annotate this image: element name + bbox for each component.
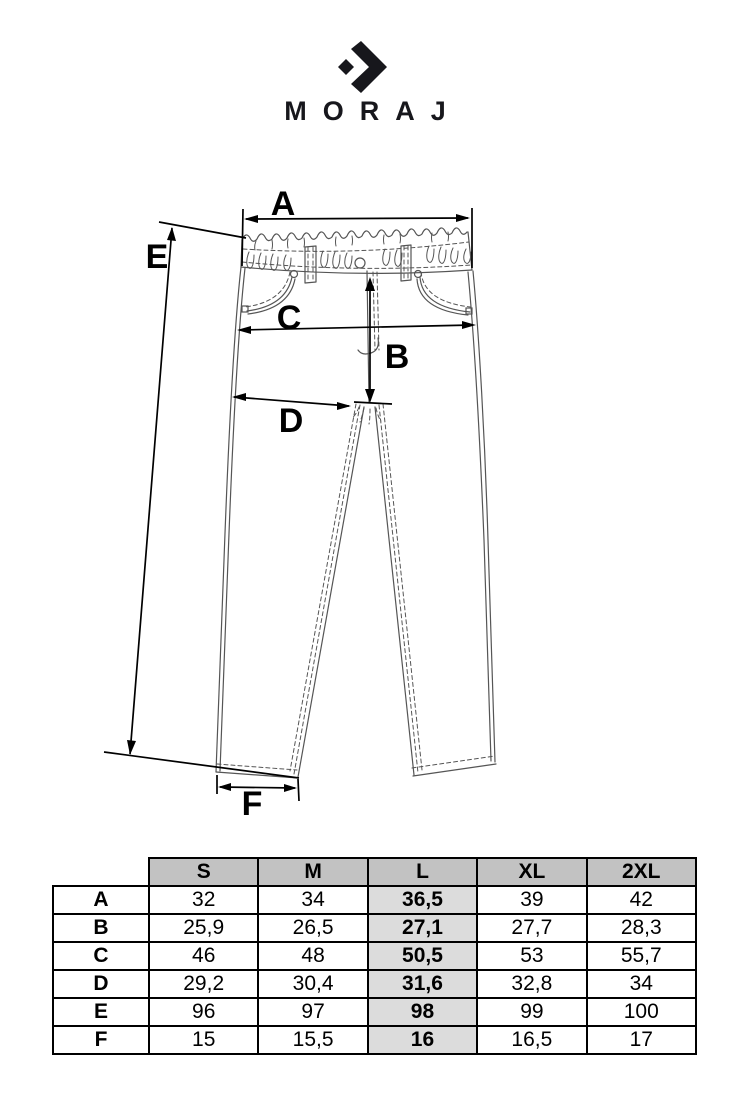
value-A-M: 34 — [258, 886, 367, 914]
inseam-left — [298, 407, 364, 777]
dimension-c — [237, 321, 476, 334]
row-label-B: B — [53, 914, 149, 942]
row-label-D: D — [53, 970, 149, 998]
value-F-S: 15 — [149, 1026, 258, 1054]
size-row-F — [53, 1026, 696, 1054]
belt-loop-left-stitch — [308, 247, 313, 282]
value-B-L: 27,1 — [368, 914, 477, 942]
size-row-C — [53, 942, 696, 970]
value-D-M: 30,4 — [258, 970, 367, 998]
size-row-E — [53, 998, 696, 1026]
value-C-L: 50,5 — [368, 942, 477, 970]
value-B-2XL: 28,3 — [587, 914, 696, 942]
value-F-L: 16 — [368, 1026, 477, 1054]
waistband-eyelet — [355, 258, 365, 268]
value-E-S: 96 — [149, 998, 258, 1026]
pants-technical-drawing — [216, 228, 496, 778]
size-col-header-L: L — [368, 858, 477, 886]
table-corner-cell — [53, 858, 149, 886]
arrowhead — [244, 215, 258, 223]
pocket-rivet-right — [415, 271, 422, 278]
value-C-XL: 53 — [477, 942, 586, 970]
belt-loop-right-stitch — [404, 246, 408, 280]
value-D-L: 31,6 — [368, 970, 477, 998]
arrowhead — [337, 402, 351, 410]
value-E-2XL: 100 — [587, 998, 696, 1026]
value-A-L: 36,5 — [368, 886, 477, 914]
value-F-XL: 16,5 — [477, 1026, 586, 1054]
value-C-M: 48 — [258, 942, 367, 970]
value-C-2XL: 55,7 — [587, 942, 696, 970]
size-table-header-row — [53, 858, 696, 886]
row-label-A: A — [53, 886, 149, 914]
size-table — [52, 857, 697, 1055]
value-D-XL: 32,8 — [477, 970, 586, 998]
side-seam-right — [468, 271, 495, 762]
belt-loop-right — [401, 245, 411, 281]
row-label-E: E — [53, 998, 149, 1026]
row-label-F: F — [53, 1026, 149, 1054]
arrowhead — [167, 227, 176, 241]
value-F-M: 15,5 — [258, 1026, 367, 1054]
value-F-2XL: 17 — [587, 1026, 696, 1054]
size-col-header-S: S — [149, 858, 258, 886]
side-seam-left — [216, 267, 245, 772]
value-A-XL: 39 — [477, 886, 586, 914]
size-col-header-M: M — [258, 858, 367, 886]
value-E-L: 98 — [368, 998, 477, 1026]
value-D-2XL: 34 — [587, 970, 696, 998]
value-E-XL: 99 — [477, 998, 586, 1026]
size-row-D — [53, 970, 696, 998]
value-B-S: 25,9 — [149, 914, 258, 942]
size-row-A — [53, 886, 696, 914]
size-col-header-2XL: 2XL — [587, 858, 696, 886]
brand-name: MORAJ — [284, 96, 462, 126]
size-col-header-XL: XL — [477, 858, 586, 886]
dimension-label-b: B — [384, 338, 410, 376]
arrowhead — [456, 214, 470, 222]
arrowhead — [232, 393, 246, 401]
size-table-body — [53, 858, 696, 1054]
arrowhead — [365, 389, 375, 403]
value-A-2XL: 42 — [587, 886, 696, 914]
dimension-label-f: F — [241, 785, 263, 823]
value-B-XL: 27,7 — [477, 914, 586, 942]
value-C-S: 46 — [149, 942, 258, 970]
arrowhead — [462, 321, 476, 329]
waistband-stitching — [242, 242, 471, 268]
inseam-right-stitch — [379, 404, 422, 773]
inseam-right — [375, 407, 414, 775]
arrowhead — [127, 740, 136, 755]
pocket-right — [417, 277, 470, 315]
arrowhead — [284, 784, 297, 792]
row-label-C: C — [53, 942, 149, 970]
dimension-c-line — [240, 325, 473, 330]
waistband-ruffle-edge — [242, 228, 467, 241]
value-A-S: 32 — [149, 886, 258, 914]
value-E-M: 97 — [258, 998, 367, 1026]
dimension-label-a: A — [270, 185, 296, 223]
value-B-M: 26,5 — [258, 914, 367, 942]
dimension-label-c: C — [276, 299, 302, 337]
arrowhead — [218, 783, 231, 791]
dimension-label-e: E — [145, 238, 169, 276]
inseam-left-stitch — [290, 404, 360, 774]
size-row-B — [53, 914, 696, 942]
dimension-label-d: D — [278, 402, 304, 440]
value-D-S: 29,2 — [149, 970, 258, 998]
